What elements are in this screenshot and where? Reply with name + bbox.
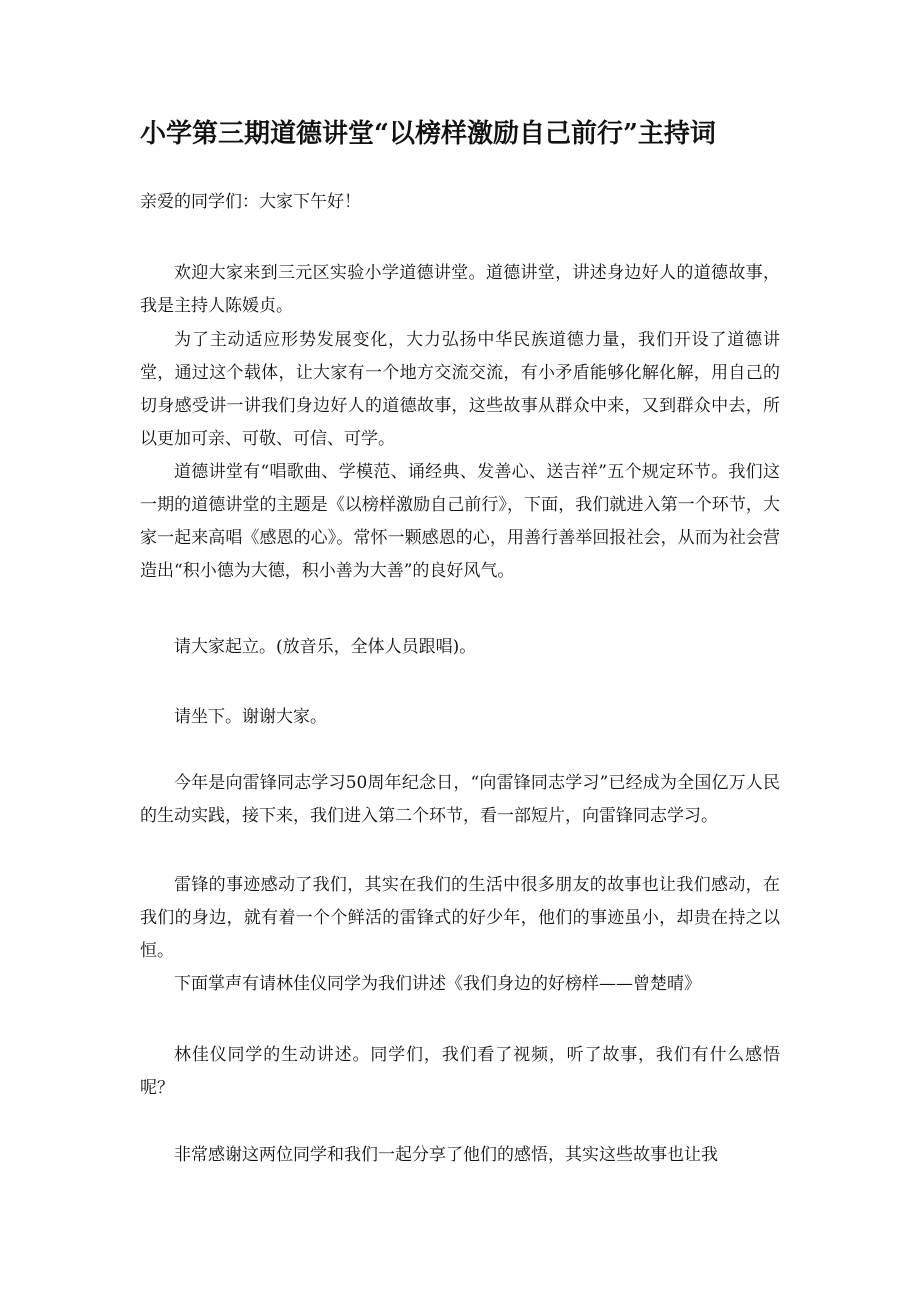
paragraph-lei-feng-story: 雷锋的事迹感动了我们，其实在我们的生活中很多朋友的故事也让我们感动，在我们的身边，就有着一个个鲜活的雷锋式的好少年，他们的事迹虽小，却贵在持之以恒。 [140, 875, 780, 961]
paragraph-purpose: 为了主动适应形势发展变化，大力弘扬中华民族道德力量，我们开设了道德讲堂，通过这个载体，让大家有一个地方交流交流，有小矛盾能够化解化解，用自己的切身感受讲一讲我们身边好人的道德故事，这些故事从群众中来，又到群众中去，所以更加可亲、可敬、可信、可学。 [140, 330, 780, 449]
paragraph-invite-speaker: 下面掌声有请林佳仪同学为我们讲述《我们身边的好榜样——曾楚晴》 [174, 974, 701, 994]
paragraph-stand-up: 请大家起立。(放音乐，全体人员跟唱)。 [174, 637, 477, 657]
document-title: 小学第三期道德讲堂“以榜样激励自己前行”主持词 [140, 119, 716, 149]
paragraph-thanks: 非常感谢这两位同学和我们一起分享了他们的感悟，其实这些故事也让我 [174, 1145, 718, 1165]
paragraph-sit-down: 请坐下。谢谢大家。 [174, 707, 327, 727]
paragraph-sections: 道德讲堂有“唱歌曲、学模范、诵经典、发善心、送吉祥”五个规定环节。我们这一期的道德讲堂的主题是《以榜样激励自己前行》，下面，我们就进入第一个环节，大家一起来高唱《感恩的心》。常怀一颗感恩的心，用善行善举回报社会，从而为社会营造出“积小德为大德，积小善为大善”的良好风气。 [140, 462, 780, 581]
paragraph-welcome: 欢迎大家来到三元区实验小学道德讲堂。道德讲堂，讲述身边好人的道德故事，我是主持人陈媛贞。 [140, 263, 780, 316]
paragraph-lei-feng: 今年是向雷锋同志学习50周年纪念日，“向雷锋同志学习”已经成为全国亿万人民的生动实践，接下来，我们进入第二个环节，看一部短片，向雷锋同志学习。 [140, 773, 780, 826]
greeting: 亲爱的同学们：大家下午好！ [140, 192, 361, 212]
paragraph-reflection: 林佳仪同学的生动讲述。同学们，我们看了视频，听了故事，我们有什么感悟呢？ [140, 1045, 780, 1098]
